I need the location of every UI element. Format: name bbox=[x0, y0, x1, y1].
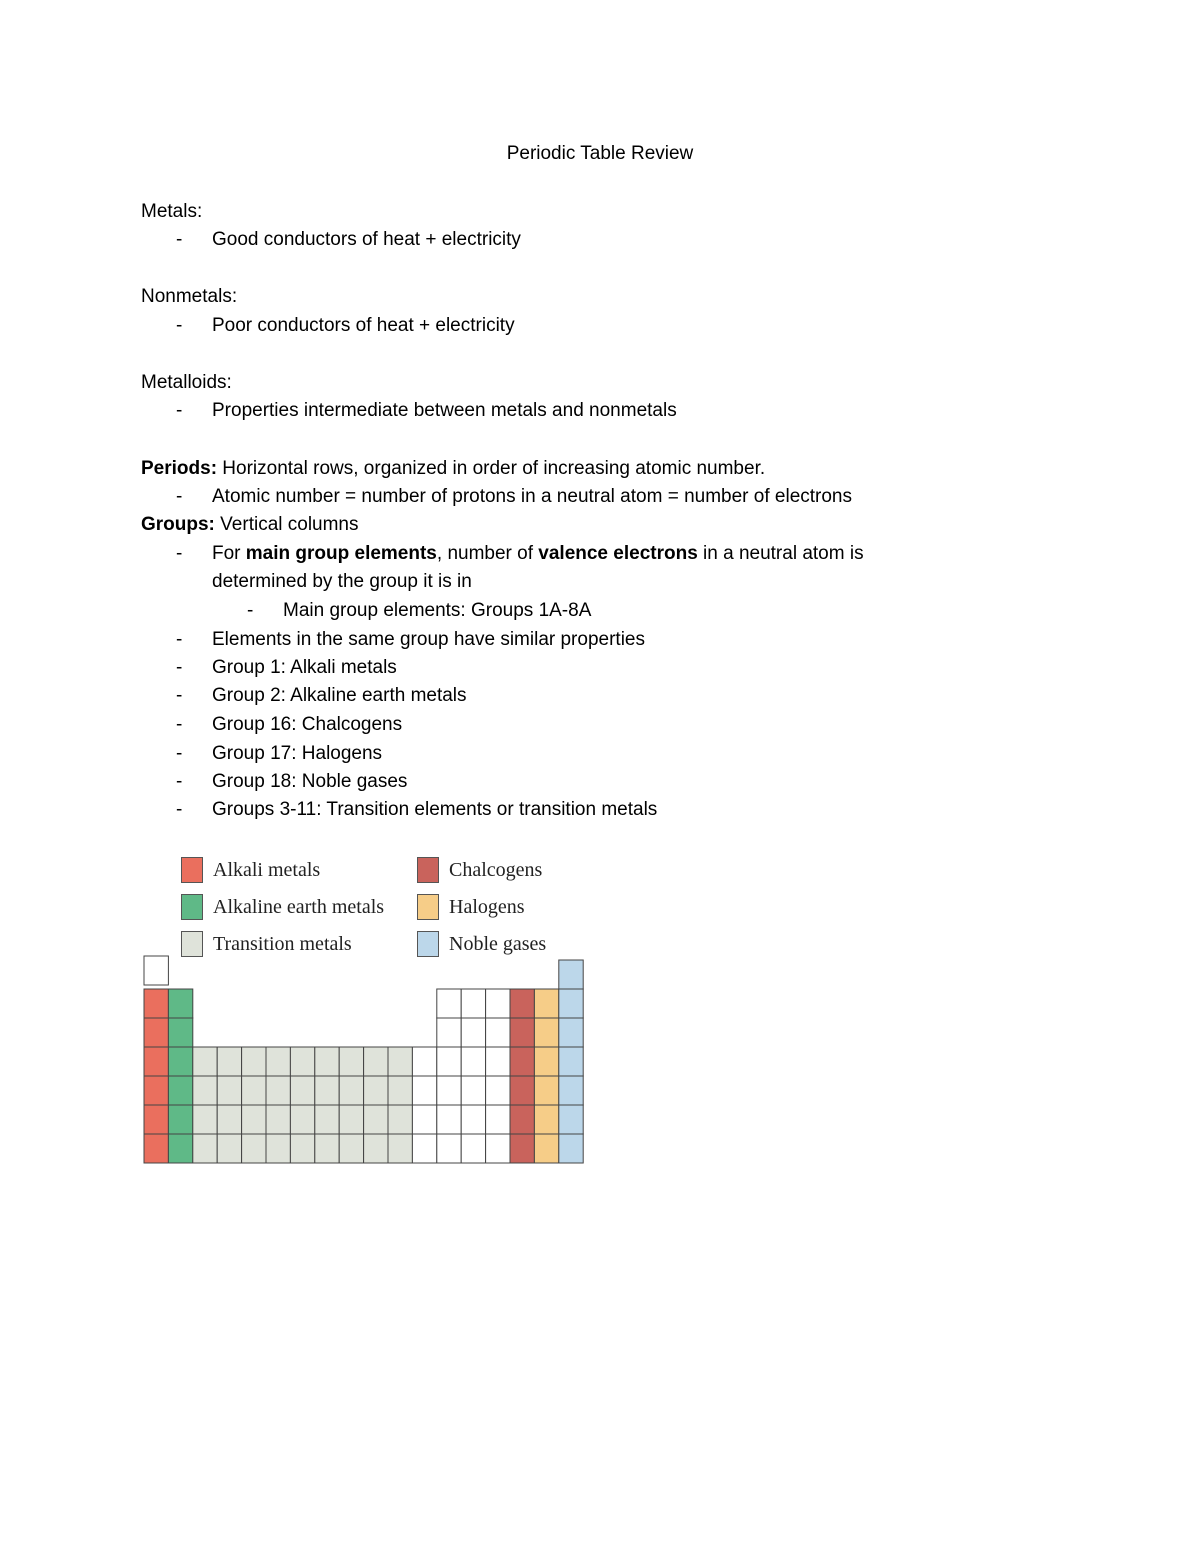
alkaline-element-cell bbox=[168, 989, 192, 1018]
other-element-cell bbox=[437, 989, 461, 1018]
transition-element-cell bbox=[266, 1134, 290, 1163]
chalcogen-element-cell bbox=[510, 1047, 534, 1076]
dash: - bbox=[176, 486, 183, 507]
transition-element-cell bbox=[364, 1105, 388, 1134]
bold-term: main group elements bbox=[245, 543, 437, 564]
other-element-cell bbox=[437, 1047, 461, 1076]
metalloids-bullet: Properties intermediate between metals and nonmetals bbox=[212, 400, 677, 421]
groups-text: Vertical columns bbox=[214, 514, 359, 535]
bold-term: valence electrons bbox=[538, 543, 698, 564]
other-element-cell bbox=[412, 1047, 436, 1076]
metals-heading: Metals: bbox=[141, 201, 203, 222]
groups-label: Groups: bbox=[141, 514, 215, 535]
transition-element-cell bbox=[290, 1076, 314, 1105]
legend-label: Halogens bbox=[449, 895, 525, 918]
group-bullet: Group 16: Chalcogens bbox=[212, 714, 403, 735]
transition-element-cell bbox=[217, 1076, 241, 1105]
group-bullet: Groups 3-11: Transition elements or transition metals bbox=[212, 799, 658, 820]
halogen-element-cell bbox=[534, 1076, 558, 1105]
transition-element-cell bbox=[193, 1076, 217, 1105]
chalcogen-element-cell bbox=[510, 1105, 534, 1134]
transition-element-cell bbox=[217, 1134, 241, 1163]
legend-label: Transition metals bbox=[213, 932, 352, 955]
other-element-cell bbox=[144, 956, 168, 985]
transition-element-cell bbox=[193, 1105, 217, 1134]
halogen-element-cell bbox=[534, 1134, 558, 1163]
transition-element-cell bbox=[242, 1076, 266, 1105]
transition-element-cell bbox=[364, 1076, 388, 1105]
transition-element-cell bbox=[290, 1105, 314, 1134]
transition-element-cell bbox=[315, 1134, 339, 1163]
group-bullet: Group 1: Alkali metals bbox=[212, 657, 397, 678]
dash: - bbox=[176, 315, 183, 336]
transition-element-cell bbox=[266, 1105, 290, 1134]
main-group-bullet-line2: determined by the group it is in bbox=[212, 571, 472, 592]
chalcogen-element-cell bbox=[510, 1076, 534, 1105]
dash: - bbox=[176, 657, 183, 678]
other-element-cell bbox=[437, 1105, 461, 1134]
transition-element-cell bbox=[290, 1047, 314, 1076]
other-element-cell bbox=[412, 1134, 436, 1163]
transition-element-cell bbox=[339, 1076, 363, 1105]
transition-element-cell bbox=[339, 1105, 363, 1134]
transition-element-cell bbox=[339, 1134, 363, 1163]
transition-element-cell bbox=[388, 1076, 412, 1105]
alkali-element-cell bbox=[144, 989, 168, 1018]
transition-element-cell bbox=[242, 1105, 266, 1134]
noble-element-cell bbox=[559, 960, 583, 989]
halogen-element-cell bbox=[534, 1047, 558, 1076]
dash: - bbox=[247, 600, 254, 621]
alkaline-element-cell bbox=[168, 1134, 192, 1163]
noble-element-cell bbox=[559, 1047, 583, 1076]
other-element-cell bbox=[461, 1047, 485, 1076]
transition-element-cell bbox=[217, 1047, 241, 1076]
other-element-cell bbox=[486, 989, 510, 1018]
alkaline-element-cell bbox=[168, 1076, 192, 1105]
transition-element-cell bbox=[266, 1076, 290, 1105]
alkaline-element-cell bbox=[168, 1105, 192, 1134]
periods-label: Periods: bbox=[141, 458, 218, 479]
other-element-cell bbox=[461, 1105, 485, 1134]
other-element-cell bbox=[437, 1134, 461, 1163]
other-element-cell bbox=[486, 1018, 510, 1047]
noble-element-cell bbox=[559, 1076, 583, 1105]
transition-element-cell bbox=[242, 1134, 266, 1163]
alkali-element-cell bbox=[144, 1018, 168, 1047]
noble-element-cell bbox=[559, 1134, 583, 1163]
page-title: Periodic Table Review bbox=[506, 143, 694, 164]
periods-bullet: Atomic number = number of protons in a neutral atom = number of electrons bbox=[212, 486, 852, 507]
transition-element-cell bbox=[388, 1105, 412, 1134]
transition-element-cell bbox=[315, 1076, 339, 1105]
periods-text: Horizontal rows, organized in order of increasing atomic number. bbox=[217, 458, 766, 479]
dash: - bbox=[176, 685, 183, 706]
other-element-cell bbox=[486, 1047, 510, 1076]
other-element-cell bbox=[437, 1076, 461, 1105]
dash: - bbox=[176, 714, 183, 735]
nonmetals-bullet: Poor conductors of heat + electricity bbox=[212, 315, 515, 336]
text-segment: , number of bbox=[436, 543, 539, 564]
transition-element-cell bbox=[315, 1105, 339, 1134]
alkali-element-cell bbox=[144, 1105, 168, 1134]
other-element-cell bbox=[461, 989, 485, 1018]
transition-element-cell bbox=[364, 1047, 388, 1076]
transition-element-cell bbox=[388, 1134, 412, 1163]
dash: - bbox=[176, 799, 183, 820]
dash: - bbox=[176, 771, 183, 792]
transition-element-cell bbox=[217, 1105, 241, 1134]
halogen-element-cell bbox=[534, 989, 558, 1018]
transition-element-cell bbox=[290, 1134, 314, 1163]
other-element-cell bbox=[486, 1076, 510, 1105]
metals-bullet: Good conductors of heat + electricity bbox=[212, 229, 521, 250]
transition-element-cell bbox=[193, 1134, 217, 1163]
dash: - bbox=[176, 229, 183, 250]
alkali-element-cell bbox=[144, 1047, 168, 1076]
transition-element-cell bbox=[193, 1047, 217, 1076]
alkaline-element-cell bbox=[168, 1018, 192, 1047]
dash: - bbox=[176, 400, 183, 421]
other-element-cell bbox=[437, 1018, 461, 1047]
group-bullet: Elements in the same group have similar properties bbox=[212, 629, 645, 650]
other-element-cell bbox=[461, 1018, 485, 1047]
alkali-element-cell bbox=[144, 1134, 168, 1163]
other-element-cell bbox=[486, 1105, 510, 1134]
noble-element-cell bbox=[559, 1105, 583, 1134]
other-element-cell bbox=[461, 1134, 485, 1163]
other-element-cell bbox=[461, 1076, 485, 1105]
transition-element-cell bbox=[339, 1047, 363, 1076]
main-group-sub-bullet: Main group elements: Groups 1A-8A bbox=[283, 600, 592, 621]
other-element-cell bbox=[412, 1105, 436, 1134]
chalcogen-element-cell bbox=[510, 1134, 534, 1163]
alkali-element-cell bbox=[144, 1076, 168, 1105]
transition-element-cell bbox=[364, 1134, 388, 1163]
group-bullet: Group 2: Alkaline earth metals bbox=[212, 685, 467, 706]
chalcogen-element-cell bbox=[510, 1018, 534, 1047]
nonmetals-heading: Nonmetals: bbox=[141, 286, 238, 307]
dash: - bbox=[176, 629, 183, 650]
legend-label: Alkali metals bbox=[213, 858, 321, 881]
legend-label: Chalcogens bbox=[449, 858, 543, 881]
transition-element-cell bbox=[266, 1047, 290, 1076]
noble-element-cell bbox=[559, 1018, 583, 1047]
halogen-element-cell bbox=[534, 1018, 558, 1047]
transition-element-cell bbox=[315, 1047, 339, 1076]
transition-element-cell bbox=[242, 1047, 266, 1076]
halogen-element-cell bbox=[534, 1105, 558, 1134]
text-segment: in a neutral atom is bbox=[697, 543, 864, 564]
dash: - bbox=[176, 743, 183, 764]
text-segment: For bbox=[212, 543, 246, 564]
group-bullet: Group 17: Halogens bbox=[212, 743, 383, 764]
noble-element-cell bbox=[559, 989, 583, 1018]
other-element-cell bbox=[486, 1134, 510, 1163]
legend-label: Noble gases bbox=[449, 932, 547, 955]
transition-element-cell bbox=[388, 1047, 412, 1076]
legend-label: Alkaline earth metals bbox=[213, 895, 385, 918]
alkaline-element-cell bbox=[168, 1047, 192, 1076]
dash: - bbox=[176, 543, 183, 564]
chalcogen-element-cell bbox=[510, 989, 534, 1018]
other-element-cell bbox=[412, 1076, 436, 1105]
group-bullet: Group 18: Noble gases bbox=[212, 771, 408, 792]
metalloids-heading: Metalloids: bbox=[141, 372, 232, 393]
